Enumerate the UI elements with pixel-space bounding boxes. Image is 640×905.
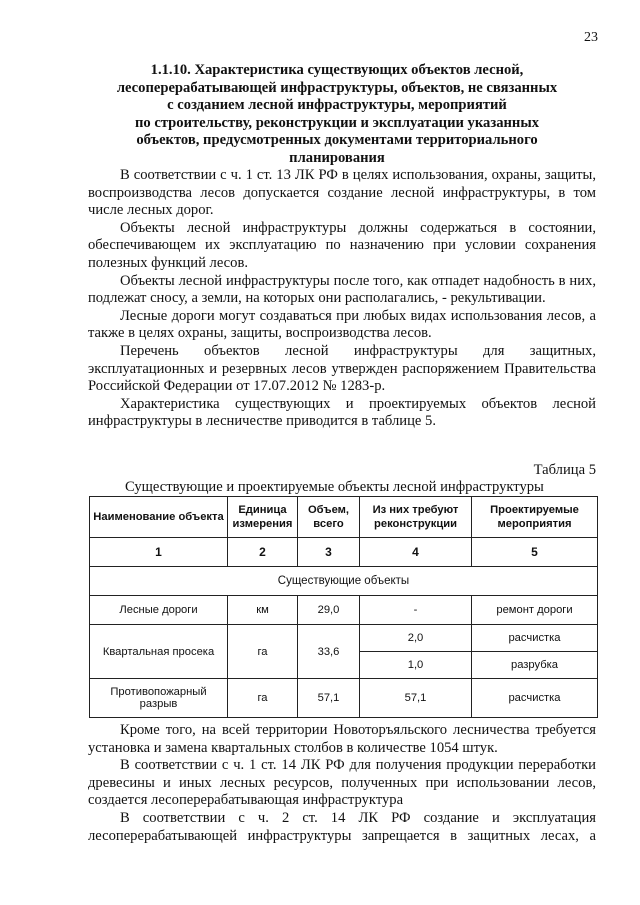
- cell-unit: га: [228, 679, 298, 718]
- paragraph: В соответствии с ч. 1 ст. 14 ЛК РФ для получения продукции переработки древесины и иных лесных ресурсов, полученных при использовании лесов, создается лесоперерабатывающая инфраструктура: [88, 757, 596, 809]
- column-number: 5: [472, 538, 598, 567]
- header-unit: Единица измерения: [228, 497, 298, 538]
- infrastructure-table: [89, 496, 598, 718]
- cell-measure: ремонт дороги: [472, 596, 598, 625]
- cell-name: Квартальная просека: [90, 625, 228, 679]
- column-number: 3: [298, 538, 360, 567]
- paragraph: Перечень объектов лесной инфраструктуры для защитных, эксплуатационных и резервных лесов утвержден распоряжением Правительства Российской Федерации от 17.07.2012 № 1283-р.: [88, 342, 596, 395]
- table-row: [90, 625, 598, 652]
- table-row: [90, 596, 598, 625]
- body-text-top: [88, 167, 596, 431]
- cell-measure: разрубка: [472, 652, 598, 679]
- heading-line: 1.1.10. Характеристика существующих объектов лесной,: [150, 62, 524, 78]
- cell-unit: га: [228, 625, 298, 679]
- table-row: [90, 679, 598, 718]
- heading-line: лесоперерабатывающей инфраструктуры, объектов, не связанных: [116, 79, 558, 96]
- section-row: [90, 567, 598, 596]
- cell-reconstruction: 57,1: [360, 679, 472, 718]
- cell-total: 29,0: [298, 596, 360, 625]
- header-reconstruction: Из них требуют реконструкции: [360, 497, 472, 538]
- table-header-row: [90, 497, 598, 538]
- paragraph: В соответствии с ч. 2 ст. 14 ЛК РФ создание и эксплуатация лесоперерабатывающей инфраструктуры запрещается в защитных лесах, а: [88, 809, 596, 844]
- body-text-bottom: [88, 722, 596, 845]
- column-number-row: [90, 538, 598, 567]
- column-number: 4: [360, 538, 472, 567]
- paragraph: В соответствии с ч. 1 ст. 13 ЛК РФ в целях использования, охраны, защиты, воспроизводства лесов допускается создание лесной инфраструктуры, в том числе лесных дорог.: [88, 167, 596, 219]
- cell-reconstruction: 1,0: [360, 652, 472, 679]
- cell-measure: расчистка: [472, 625, 598, 652]
- heading-line: планирования: [289, 149, 385, 166]
- column-number: 1: [90, 538, 228, 567]
- table-caption: Существующие и проектируемые объекты лесной инфраструктуры: [125, 479, 544, 495]
- cell-name: Лесные дороги: [90, 596, 228, 625]
- header-measures: Проектируемые мероприятия: [472, 497, 598, 538]
- cell-measure: расчистка: [472, 679, 598, 718]
- cell-name: Противопожарный разрыв: [90, 679, 228, 718]
- cell-reconstruction: 2,0: [360, 625, 472, 652]
- heading-line: с созданием лесной инфраструктуры, мероприятий: [167, 97, 507, 113]
- cell-reconstruction: -: [360, 596, 472, 625]
- cell-total: 57,1: [298, 679, 360, 718]
- section-heading: [88, 62, 586, 167]
- table-label: Таблица 5: [533, 462, 596, 478]
- paragraph: Кроме того, на всей территории Новоторъяльского лесничества требуется установка и замена квартальных столбов в количестве 1054 штук.: [88, 722, 596, 756]
- paragraph: Характеристика существующих и проектируемых объектов лесной инфраструктуры в лесничестве приводится в таблице 5.: [88, 395, 596, 430]
- heading-line: по строительству, реконструкции и эксплуатации указанных: [134, 114, 540, 131]
- header-name: Наименование объекта: [90, 497, 228, 538]
- column-number: 2: [228, 538, 298, 567]
- page-number: 23: [584, 30, 598, 45]
- paragraph: Лесные дороги могут создаваться при любых видах использования лесов, а также в целях охраны, защиты, воспроизводства лесов.: [88, 307, 596, 342]
- cell-total: 33,6: [298, 625, 360, 679]
- heading-line: объектов, предусмотренных документами территориального: [136, 132, 538, 148]
- paragraph: Объекты лесной инфраструктуры после того, как отпадет надобность в них, подлежат сносу, а земли, на которых они располагались, - рекультивации.: [88, 272, 596, 307]
- header-total: Объем, всего: [298, 497, 360, 538]
- cell-unit: км: [228, 596, 298, 625]
- paragraph: Объекты лесной инфраструктуры должны содержаться в состоянии, обеспечивающем их эксплуатацию по назначению при условии сохранения полезных функций лесов.: [88, 219, 596, 271]
- section-title: Существующие объекты: [90, 567, 598, 596]
